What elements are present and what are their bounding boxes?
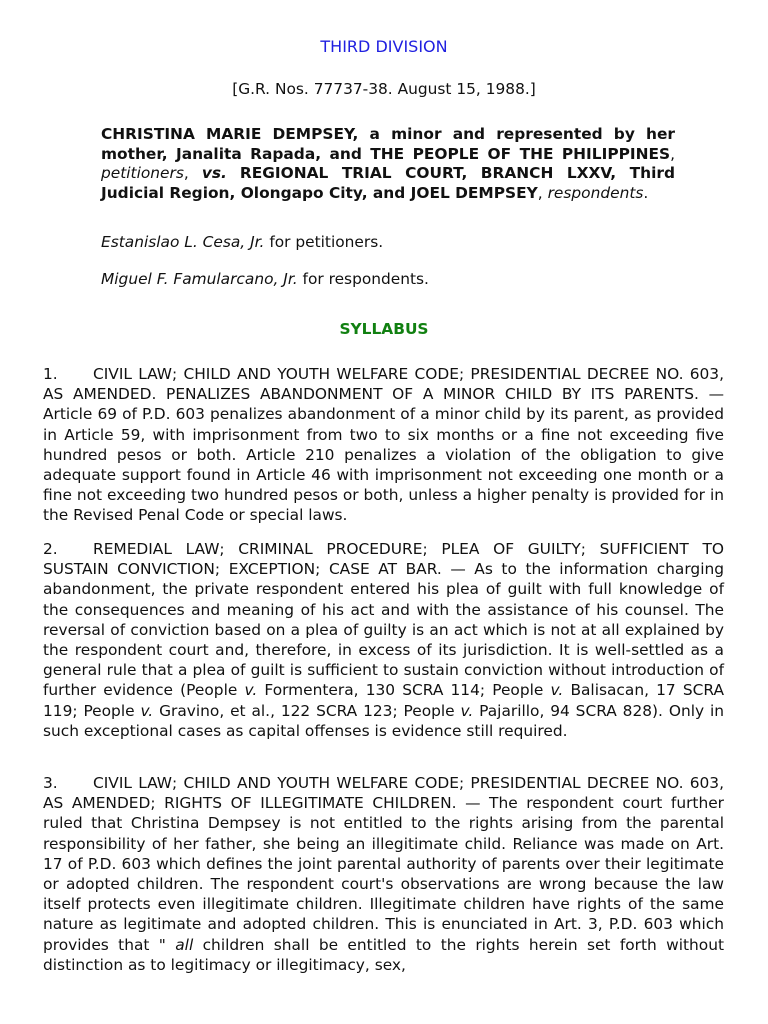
paragraph-text: Formentera, 130 SCRA 114; People <box>257 681 551 700</box>
paragraph-text: Pajarillo, 94 SCRA 828). Only in such exceptional cases as capital offenses is evidence still required. <box>43 701 724 740</box>
paragraph-number: 2. <box>43 540 58 558</box>
syllabus-paragraph-3 <box>43 773 724 975</box>
respondents-label: respondents <box>547 183 644 202</box>
versus-abbrev: v. <box>140 701 154 720</box>
respondents-names: REGIONAL TRIAL COURT, BRANCH LXXV, Third Judicial Region, Olongapo City, and JOEL DEMPSEY <box>101 164 675 202</box>
case-number-line: [G.R. Nos. 77737-38. August 15, 1988.] <box>232 80 536 98</box>
syllabus-heading: SYLLABUS <box>339 320 429 338</box>
petitioners-label: petitioners <box>101 164 184 183</box>
paragraph-text: Balisacan, 17 SCRA 119; People <box>43 681 724 720</box>
versus-abbrev: v. <box>244 681 258 700</box>
case-parties <box>101 125 675 203</box>
paragraph-number: 3. <box>43 774 58 792</box>
syllabus-paragraph-1 <box>43 364 724 526</box>
counsel-role: for petitioners. <box>264 233 384 251</box>
counsel-name: Miguel F. Famularcano, Jr. <box>101 270 298 288</box>
parties-period: . <box>643 183 649 202</box>
versus-abbrev: v. <box>460 701 474 720</box>
versus-abbrev: v. <box>550 681 564 700</box>
counsel-name: Estanislao L. Cesa, Jr. <box>101 233 265 251</box>
paragraph-text: Gravino, et al., 122 SCRA 123; People <box>153 701 461 720</box>
counsel-respondents <box>101 270 429 288</box>
petitioners-names: CHRISTINA MARIE DEMPSEY, a minor and represented by her mother, Janalita Rapada, and THE PEOPLE OF THE PHILIPPINES <box>101 125 675 163</box>
counsel-petitioners <box>101 233 383 251</box>
parties-comma: , <box>183 164 189 183</box>
emphasis-all: all <box>175 935 194 954</box>
paragraph-text: CIVIL LAW; CHILD AND YOUTH WELFARE CODE; PRESIDENTIAL DECREE NO. 603, AS AMENDED; RIGHTS OF ILLEGITIMATE CHILDREN. — The respondent court further ruled that Christina Dempsey is not entitled to the rights arising from the parental responsibility of her father, she being an illegitimate child. Reliance was made on Art. 17 of P.D. 603 which defines the joint parental authority of parents over their legitimate or adopted children. The respondent court's observations are wrong because the law itself protects even illegitimate children. Illegitimate children have rights of the same nature as legitimate and adopted children. This is enunciated in Art. 3, P.D. 603 which provides that " <box>43 774 724 954</box>
versus-label: vs. <box>201 164 227 183</box>
parties-comma: , <box>670 144 675 163</box>
paragraph-number: 1. <box>43 365 58 383</box>
paragraph-text: CIVIL LAW; CHILD AND YOUTH WELFARE CODE; PRESIDENTIAL DECREE NO. 603, AS AMENDED. PENALIZES ABANDONMENT OF A MINOR CHILD BY ITS PARENTS. — Article 69 of P.D. 603 penalizes abandonment of a minor child by its parent, as provided in Article 59, with imprisonment from two to six months or a fine not exceeding five hundred pesos or both. Article 210 penalizes a violation of the obligation to give adequate support found in Article 46 with imprisonment not exceeding one month or a fine not exceeding two hundred pesos or both, unless a higher penalty is provided for in the Revised Penal Code or special laws. <box>43 365 724 525</box>
syllabus-paragraph-2 <box>43 539 724 741</box>
parties-comma: , <box>537 183 543 202</box>
counsel-role: for respondents. <box>297 270 429 288</box>
division-heading: THIRD DIVISION <box>320 37 448 56</box>
paragraph-text: children shall be entitled to the rights herein set forth without distinction as to legitimacy or illegitimacy, sex, <box>43 935 725 974</box>
paragraph-text: REMEDIAL LAW; CRIMINAL PROCEDURE; PLEA OF GUILTY; SUFFICIENT TO SUSTAIN CONVICTION; EXCEPTION; CASE AT BAR. — As to the information charging abandonment, the private respondent entered his plea of guilt with full knowledge of the consequences and meaning of his act and with the assistance of his counsel. The reversal of conviction based on a plea of guilty is an act which is not at all explained by the respondent court and, therefore, in excess of its jurisdiction. It is well-settled as a general rule that a plea of guilt is sufficient to sustain conviction without introduction of further evidence (People <box>43 540 724 700</box>
